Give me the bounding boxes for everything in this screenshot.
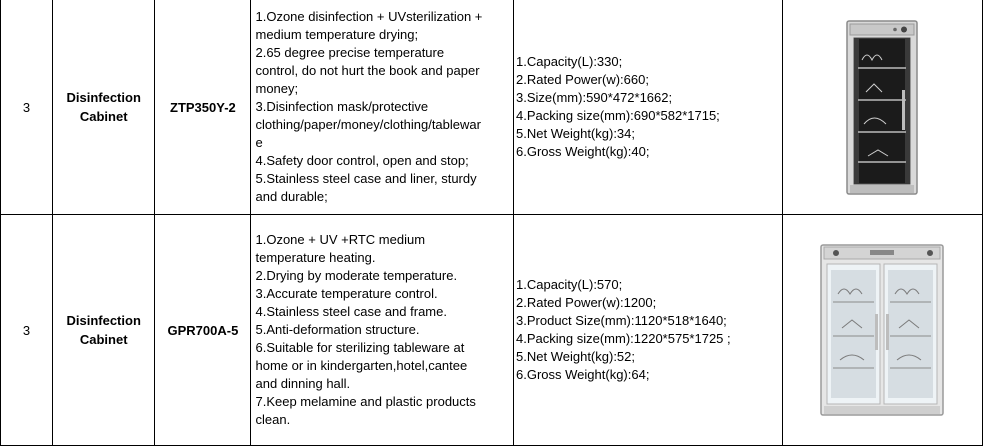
feature-line: 6.Suitable for sterilizing tableware at [255, 340, 465, 355]
feature-line: 3.Disinfection mask/protective [255, 99, 429, 114]
spec-line: 1.Capacity(L):570; [516, 277, 623, 292]
feature-line: temperature heating. [255, 250, 376, 265]
feature-line: 1.Ozone + UV +RTC medium [255, 232, 426, 247]
product-name-line: Cabinet [79, 332, 128, 347]
spec-line: 6.Gross Weight(kg):40; [516, 144, 650, 159]
features-cell [251, 215, 514, 446]
feature-line: and dinning hall. [255, 376, 351, 391]
product-name [53, 0, 155, 215]
feature-line: 7.Keep melamine and plastic products [255, 394, 476, 409]
spec-line: 5.Net Weight(kg):34; [516, 126, 635, 141]
table-row [1, 215, 983, 446]
product-name-line: Disinfection [66, 313, 141, 328]
feature-line: 4.Stainless steel case and frame. [255, 304, 447, 319]
row-index: 3 [1, 0, 53, 215]
feature-line: e [255, 135, 263, 150]
feature-line: 2.65 degree precise temperature [255, 45, 445, 60]
spec-line: 1.Capacity(L):330; [516, 54, 623, 69]
feature-line: clean. [255, 412, 291, 427]
spec-line: 3.Product Size(mm):1120*518*1640; [516, 313, 727, 328]
model-number: GPR700A-5 [155, 215, 251, 446]
spec-line: 3.Size(mm):590*472*1662; [516, 90, 673, 105]
specs-cell [514, 215, 783, 446]
feature-line: clothing/paper/money/clothing/tablewar [255, 117, 481, 132]
feature-line: home or in kindergarten,hotel,cantee [255, 358, 468, 373]
feature-line: 5.Stainless steel case and liner, sturdy [255, 171, 477, 186]
spec-line: 6.Gross Weight(kg):64; [516, 367, 650, 382]
feature-line: and durable; [255, 189, 328, 204]
feature-line: 1.Ozone disinfection + UVsterilization + [255, 9, 483, 24]
feature-line: medium temperature drying; [255, 27, 419, 42]
product-name [53, 215, 155, 446]
spec-line: 2.Rated Power(w):1200; [516, 295, 657, 310]
feature-line: 5.Anti-deformation structure. [255, 322, 420, 337]
single-door-cabinet-image [846, 20, 918, 195]
spec-line: 5.Net Weight(kg):52; [516, 349, 635, 364]
spec-line: 4.Packing size(mm):690*582*1715; [516, 108, 720, 123]
specs-cell [514, 0, 783, 215]
row-index: 3 [1, 215, 53, 446]
product-image-cell [782, 215, 982, 446]
spec-line: 4.Packing size(mm):1220*575*1725 ; [516, 331, 731, 346]
feature-line: 2.Drying by moderate temperature. [255, 268, 458, 283]
feature-line: money; [255, 81, 299, 96]
feature-line: control, do not hurt the book and paper [255, 63, 480, 78]
features-cell [251, 0, 514, 215]
product-name-line: Cabinet [79, 109, 128, 124]
double-door-cabinet-image [820, 244, 944, 416]
product-image-cell [782, 0, 982, 215]
feature-line: 3.Accurate temperature control. [255, 286, 438, 301]
feature-line: 4.Safety door control, open and stop; [255, 153, 469, 168]
model-number: ZTP350Y-2 [155, 0, 251, 215]
table-row [1, 0, 983, 215]
spec-line: 2.Rated Power(w):660; [516, 72, 649, 87]
product-name-line: Disinfection [66, 90, 141, 105]
